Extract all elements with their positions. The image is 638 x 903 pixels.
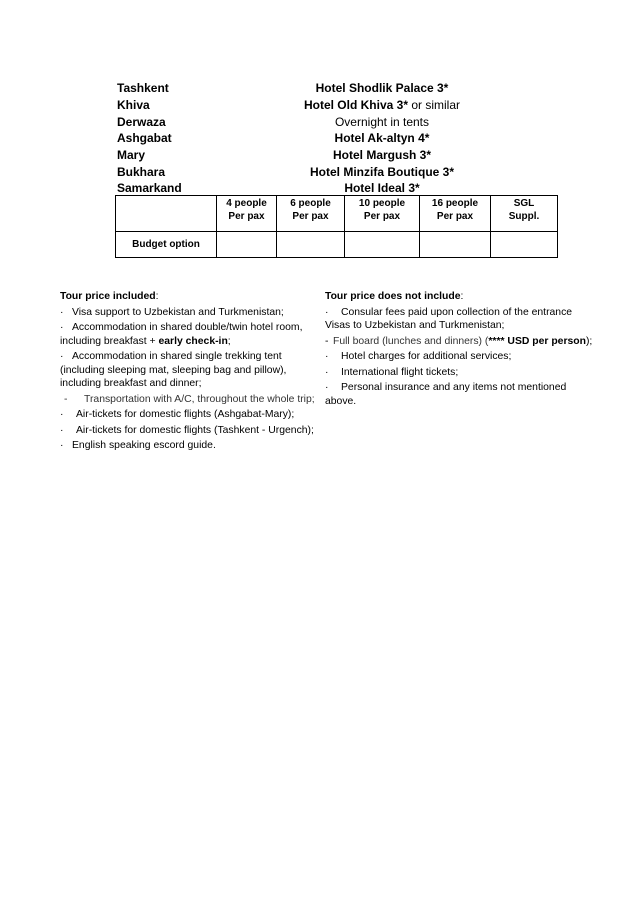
- hotel-name: Hotel Ak-altyn 4*: [334, 131, 430, 146]
- included-item: · English speaking escord guide.: [60, 440, 216, 451]
- hotel-city: Tashkent: [117, 81, 169, 96]
- price-table: [115, 195, 558, 258]
- price-cell: [277, 232, 345, 258]
- row-label-budget-option: Budget option: [116, 232, 217, 258]
- price-cell: [420, 232, 491, 258]
- hotel-name: Hotel Old Khiva 3* or similar: [303, 98, 461, 113]
- not-included-item: · Personal insurance and any items not mentioned above.: [325, 382, 567, 407]
- not-included-item: - Full board (lunches and dinners) (**** USD per person);: [325, 335, 593, 347]
- hotel-row: [117, 130, 517, 147]
- hotels-list: [117, 80, 517, 197]
- hotel-row: [117, 113, 517, 130]
- price-cell: [345, 232, 420, 258]
- hotel-city: Ashgabat: [117, 131, 172, 146]
- hotel-name: Hotel Margush 3*: [332, 148, 431, 163]
- header-16-people: 16 people Per pax: [420, 196, 491, 232]
- hotel-name: Overnight in tents: [334, 114, 430, 129]
- included-item: · Visa support to Uzbekistan and Turkmenistan;: [60, 306, 284, 318]
- header-sgl-suppl: SGL Suppl.: [491, 196, 558, 232]
- header-4-people: 4 people Per pax: [217, 196, 277, 232]
- hotel-row: [117, 97, 517, 114]
- not-included-item: · Hotel charges for additional services;: [325, 351, 512, 362]
- included-title: Tour price included:: [60, 291, 159, 302]
- not-included-item: · Consular fees paid upon collection of the entrance Visas to Uzbekistan and Turkmenistan;: [325, 306, 573, 331]
- included-item: · Air-tickets for domestic flights (Tashkent - Urgench);: [60, 424, 314, 436]
- not-included-title: Tour price does not include:: [325, 291, 464, 302]
- hotel-name: Hotel Ideal 3*: [344, 181, 420, 196]
- hotel-name: Hotel Shodlik Palace 3*: [315, 81, 449, 96]
- not-included-section: [325, 290, 593, 410]
- hotel-city: Bukhara: [117, 164, 166, 179]
- included-section: [60, 290, 322, 455]
- hotel-row: [117, 163, 517, 180]
- included-item: · Accommodation in shared double/twin hotel room, including breakfast + early check-in;: [60, 322, 303, 347]
- hotel-city: Samarkand: [117, 181, 182, 196]
- hotel-row: [117, 80, 517, 97]
- hotel-city: Derwaza: [117, 114, 166, 129]
- price-cell: [217, 232, 277, 258]
- not-included-item: · International flight tickets;: [325, 366, 459, 378]
- table-corner-cell: [116, 196, 217, 232]
- hotel-row: [117, 147, 517, 164]
- included-item: · Accommodation in shared single trekking tent (including sleeping mat, sleeping bag and pillow), including breakfast and dinner;: [60, 351, 287, 389]
- price-table-header-row: [116, 196, 558, 232]
- hotel-city: Mary: [117, 148, 146, 163]
- price-cell: [491, 232, 558, 258]
- included-item: - Transportation with A/C, throughout the whole trip;: [64, 393, 315, 405]
- included-item: · Air-tickets for domestic flights (Ashgabat-Mary);: [60, 409, 295, 420]
- hotel-name: Hotel Minzifa Boutique 3*: [310, 164, 454, 179]
- hotel-city: Khiva: [117, 98, 150, 113]
- price-table-row: [116, 232, 558, 258]
- header-6-people: 6 people Per pax: [277, 196, 345, 232]
- header-10-people: 10 people Per pax: [345, 196, 420, 232]
